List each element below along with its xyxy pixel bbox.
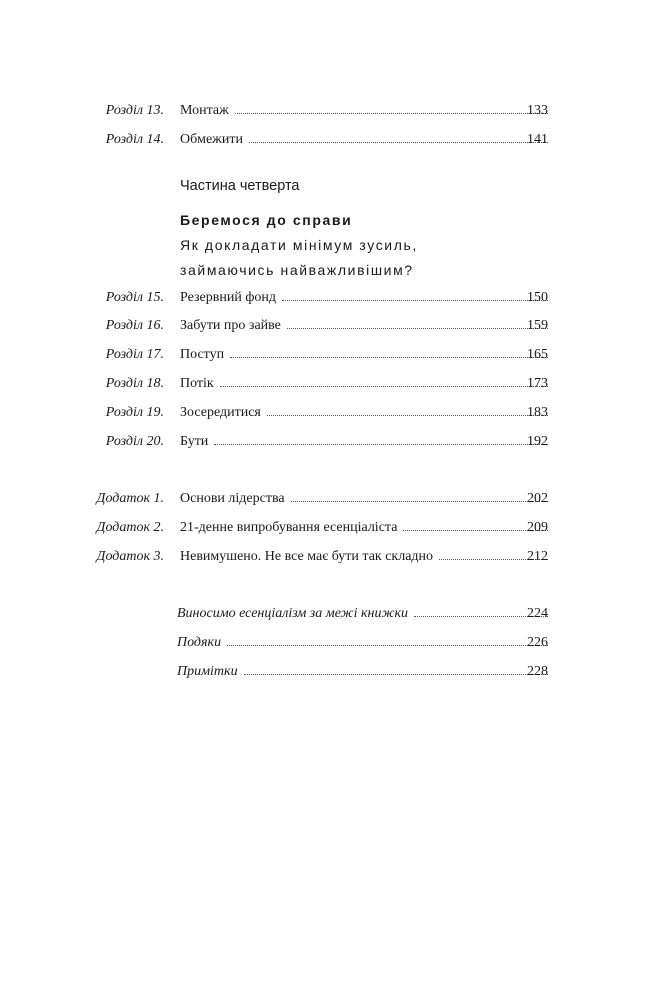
chapter-label: Розділ 20. — [105, 434, 164, 449]
page-number: 228 — [527, 664, 548, 679]
page-number: 226 — [527, 635, 548, 650]
toc-entry-chapter-20[interactable] — [0, 431, 654, 453]
page-number: 209 — [527, 520, 548, 535]
page-number: 165 — [527, 347, 548, 362]
part-subtitle-line-1: Як докладати мінімум зусиль, — [180, 237, 418, 253]
page-number: 159 — [527, 318, 548, 333]
chapter-label: Розділ 19. — [105, 405, 164, 420]
page-number: 212 — [527, 549, 548, 564]
toc-entry-chapter-18[interactable] — [0, 373, 654, 395]
toc-entry-appendix-2[interactable] — [0, 517, 654, 539]
back-matter-title: Виносимо есенціалізм за межі книжки — [177, 606, 409, 621]
page-number: 150 — [527, 290, 548, 305]
appendix-title: Основи лідерства — [180, 491, 285, 506]
toc-entry-appendix-3[interactable] — [0, 546, 654, 568]
chapter-label: Розділ 15. — [105, 290, 164, 305]
chapter-label: Розділ 18. — [105, 376, 164, 391]
toc-entry-beyond-book[interactable] — [0, 603, 654, 625]
dot-leader — [227, 645, 548, 646]
dot-leader — [244, 674, 548, 675]
appendix-label: Додаток 3. — [96, 549, 164, 564]
toc-entry-notes[interactable] — [0, 661, 654, 683]
toc-entry-chapter-15[interactable] — [0, 287, 654, 309]
chapter-title: Забути про зайве — [180, 318, 281, 333]
chapter-title: Поступ — [180, 347, 225, 362]
chapter-label: Розділ 17. — [105, 347, 164, 362]
page-number: 183 — [527, 405, 548, 420]
dot-leader — [235, 113, 548, 114]
chapter-title: Резервний фонд — [180, 290, 277, 305]
part-title: Беремося до справи — [180, 212, 353, 228]
appendix-label: Додаток 1. — [96, 491, 164, 506]
toc-entry-appendix-1[interactable] — [0, 488, 654, 510]
back-matter-title: Подяки — [177, 635, 222, 650]
page-number: 133 — [527, 103, 548, 118]
dot-leader — [230, 357, 548, 358]
chapter-label: Розділ 13. — [105, 103, 164, 118]
page-number: 192 — [527, 434, 548, 449]
dot-leader — [214, 444, 548, 445]
page-number: 173 — [527, 376, 548, 391]
chapter-label: Розділ 16. — [105, 318, 164, 333]
page-number: 202 — [527, 491, 548, 506]
toc-entry-acknowledgements[interactable] — [0, 632, 654, 654]
chapter-title: Обмежити — [180, 132, 243, 147]
toc-entry-chapter-19[interactable] — [0, 402, 654, 424]
toc-entry-chapter-17[interactable] — [0, 344, 654, 366]
toc-entry-chapter-14[interactable] — [0, 129, 654, 151]
page-number: 224 — [527, 606, 548, 621]
dot-leader — [249, 142, 548, 143]
chapter-title: Бути — [180, 434, 209, 449]
toc-entry-chapter-13[interactable] — [0, 100, 654, 122]
appendix-title: 21-денне випробування есенціаліста — [180, 520, 398, 535]
back-matter-title: Примітки — [177, 664, 238, 679]
appendix-title: Невимушено. Не все має бути так складно — [180, 549, 434, 564]
appendix-label: Додаток 2. — [96, 520, 164, 535]
toc-entry-chapter-16[interactable] — [0, 315, 654, 337]
page-number: 141 — [527, 132, 548, 147]
part-subtitle-line-2: займаючись найважливішим? — [180, 262, 414, 278]
dot-leader — [267, 415, 548, 416]
part-label: Частина четверта — [180, 178, 300, 194]
dot-leader — [220, 386, 548, 387]
chapter-title: Монтаж — [180, 103, 229, 118]
chapter-label: Розділ 14. — [105, 132, 164, 147]
chapter-title: Зосередитися — [180, 405, 261, 420]
chapter-title: Потік — [180, 376, 214, 391]
